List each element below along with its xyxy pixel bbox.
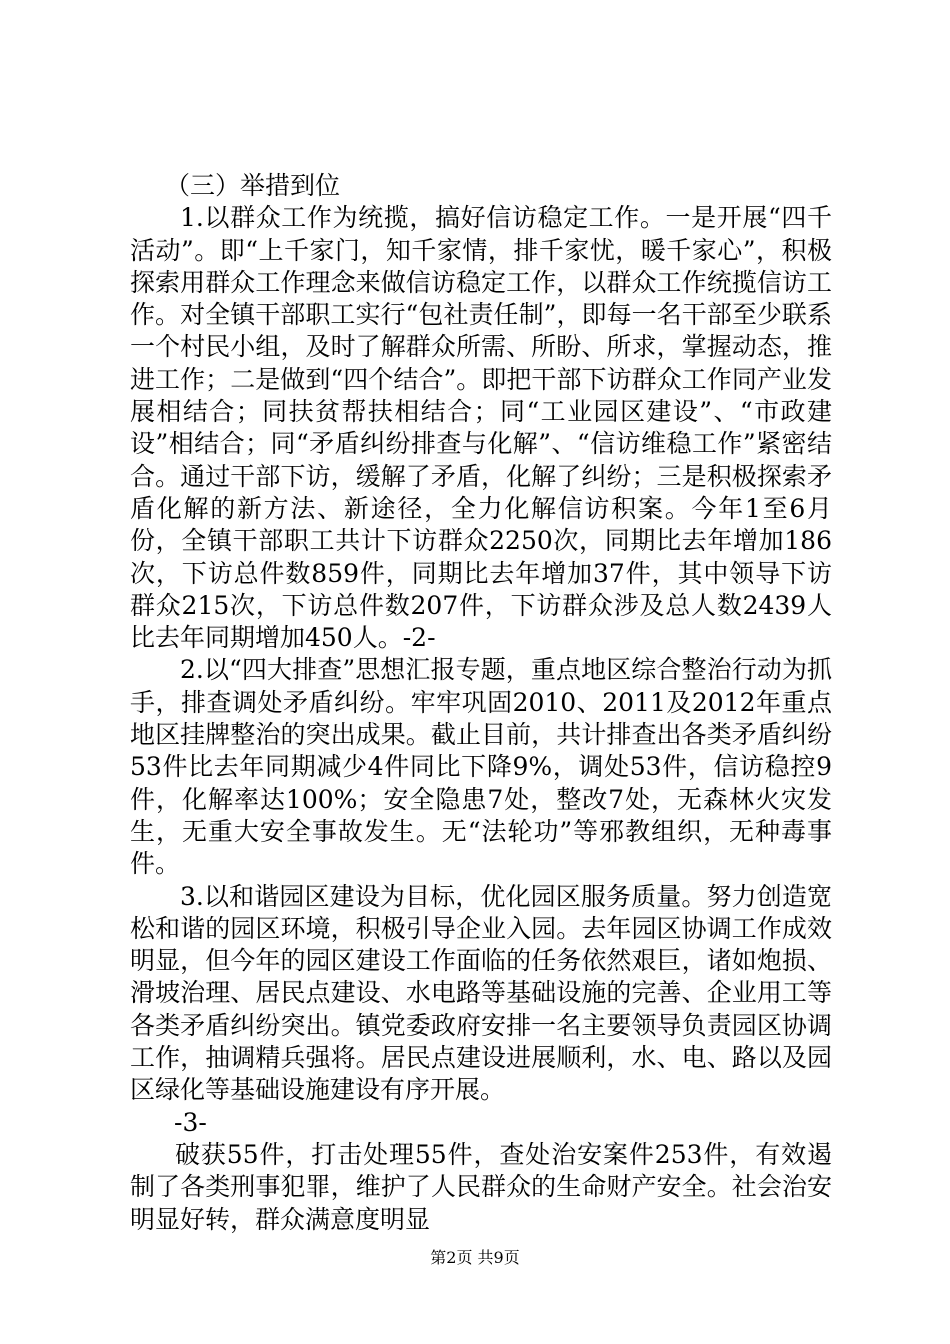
document-body [130,170,832,1236]
paragraph-2: 2.以“四大排查”思想汇报专题，重点地区综合整治行动为抓手，排查调处矛盾纠纷。牢牢巩固2010、2011及2012年重点地区挂牌整治的突出成果。截止目前，共计排查出各类矛盾纠纷53件比去年同期减少4件同比下降9%，调处53件，信访稳控9件，化解率达100%；安全隐患7处，整改7处，无森林火灾发生，无重大安全事故发生。无“法轮功”等邪教组织，无种毒事件。 [130,655,832,879]
continuation-paragraph: 破获55件，打击处理55件，查处治安案件253件，有效遏制了各类刑事犯罪，维护了人民群众的生命财产安全。社会治安明显好转，群众满意度明显 [130,1139,832,1234]
paragraph-3: 3.以和谐园区建设为目标，优化园区服务质量。努力创造宽松和谐的园区环境，积极引导企业入园。去年园区协调工作成效明显，但今年的园区建设工作面临的任务依然艰巨，诸如炮损、滑坡治理、居民点建设、水电路等基础设施的完善、企业用工等各类矛盾纠纷突出。镇党委政府安排一名主要领导负责园区协调工作，抽调精兵强将。居民点建设进展顺利，水、电、路以及园区绿化等基础设施建设有序开展。 [130,881,832,1105]
section-heading: （三）举措到位 [165,171,341,200]
paragraph-1: 1.以群众工作为统揽，搞好信访稳定工作。一是开展“四千活动”。即“上千家门，知千家情，排千家忧，暖千家心”，积极探索用群众工作理念来做信访稳定工作，以群众工作统揽信访工作。对全镇干部职工实行“包社责任制”，即每一名干部至少联系一个村民小组，及时了解群众所需、所盼、所求，掌握动态，推进工作；二是做到“四个结合”。即把干部下访群众工作同产业发展相结合；同扶贫帮扶相结合；同“工业园区建设”、“市政建设”相结合；同“矛盾纠纷排查与化解”、“信访维稳工作”紧密结合。通过干部下访，缓解了矛盾，化解了纠纷；三是积极探索矛盾化解的新方法、新途径，全力化解信访积案。今年1至6月份，全镇干部职工共计下访群众2250次，同期比去年增加186次，下访总件数859件，同期比去年增加37件，其中领导下访群众215次，下访总件数207件，下访群众涉及总人数2439人比去年同期增加450人。-2- [130,203,832,653]
page-marker: -3- [174,1107,207,1137]
page-footer: 第2页 共9页 [430,1248,520,1267]
